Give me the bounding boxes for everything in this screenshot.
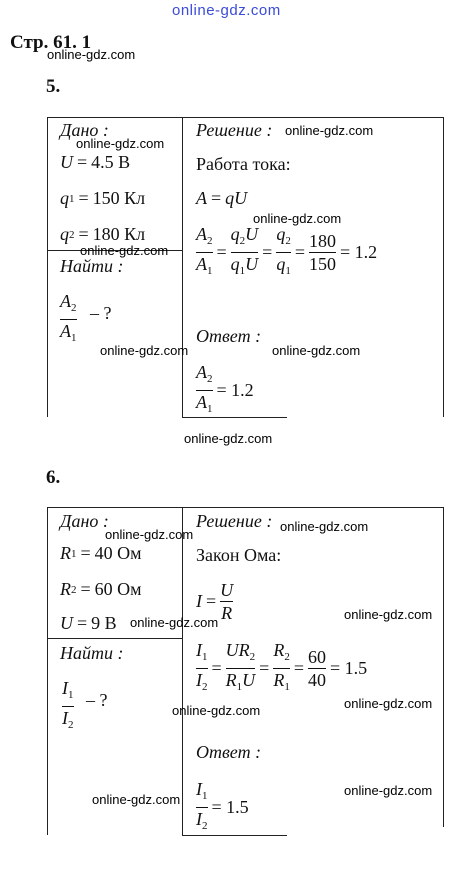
answer-value: $\frac{I_1}{I_2}$ = 1.5 (196, 779, 249, 832)
find-ratio: $I_1$ $I_2$ (62, 678, 74, 731)
watermark: online-gdz.com (47, 47, 136, 62)
find-label: Найти : (60, 256, 124, 276)
watermark: online-gdz.com (285, 123, 374, 138)
watermark: online-gdz.com (130, 615, 219, 630)
watermark: online-gdz.com (280, 519, 369, 534)
ratio-denominator: 40 (307, 670, 326, 690)
ratio-numerator: 180 (308, 231, 336, 251)
ratio-calculation: $\frac{A_2}{A_1}$ = $\frac{q_2U}{q_1U}$ = $\frac{q_2}{q_1}$ = $\frac{180}{150}$ = 1.2 (196, 224, 378, 277)
page-header: Стр. 61. 1 (10, 32, 92, 53)
table-border-top (47, 117, 443, 118)
given-label: Дано : (60, 120, 109, 140)
watermark: online-gdz.com (100, 343, 189, 358)
ohm-law-formula: I = $\frac{U}{R}$ (196, 580, 234, 623)
watermark: online-gdz.com (344, 696, 433, 711)
table-border-left (47, 507, 48, 835)
ratio-result: = 1.2 (339, 242, 378, 262)
answer-value: $\frac{A_2}{A_1}$ = 1.2 (196, 362, 254, 415)
watermark: online-gdz.com (76, 136, 165, 151)
watermark: online-gdz.com (344, 783, 433, 798)
watermark: online-gdz.com (344, 607, 433, 622)
ratio-result: = 1.5 (329, 658, 368, 678)
given-charge-1: q 1 = 150 Кл (60, 188, 146, 208)
solution-label: Решение : (196, 120, 273, 140)
given-resistance-1: R 1 = 40 Ом (60, 543, 142, 563)
table-divider-vertical (182, 117, 183, 417)
ratio-numerator: 60 (307, 647, 326, 667)
watermark: online-gdz.com (253, 211, 342, 226)
table-divider-horizontal (47, 638, 182, 639)
ratio-denominator: 150 (308, 254, 336, 274)
watermark: online-gdz.com (172, 703, 261, 718)
work-formula: A = qU (196, 188, 248, 208)
watermark: online-gdz.com (92, 792, 181, 807)
watermark-top: online-gdz.com (172, 2, 281, 19)
watermark: online-gdz.com (272, 343, 361, 358)
given-resistance-2: R 2 = 60 Ом (60, 579, 142, 599)
solution-text: Закон Ома: (196, 545, 282, 565)
find-ratio: $A_2$ $A_1$ (60, 291, 77, 344)
given-charge-2: q 2 = 180 Кл (60, 224, 146, 244)
table-border-top (47, 507, 443, 508)
watermark: online-gdz.com (184, 431, 273, 446)
given-label: Дано : (60, 511, 109, 531)
solution-label: Решение : (196, 511, 273, 531)
answer-label: Ответ : (196, 742, 262, 762)
watermark: online-gdz.com (105, 527, 194, 542)
problem-6-number: 6. (46, 467, 61, 488)
problem-5-number: 5. (46, 76, 61, 97)
table-border-right (443, 507, 444, 827)
given-voltage: U = 9 В (60, 613, 117, 633)
find-label: Найти : (60, 643, 124, 663)
find-suffix: – ? (86, 690, 108, 710)
ratio-calculation: $\frac{I_1}{I_2}$ = $\frac{UR_2}{R_1U}$ = $\frac{R_2}{R_1}$ = $\frac{60}{40}$ = 1.5 (196, 640, 368, 693)
find-suffix: – ? (90, 303, 112, 323)
watermark: online-gdz.com (80, 243, 169, 258)
table-border-left (47, 117, 48, 417)
table-divider-vertical (182, 507, 183, 835)
given-voltage: U = 4.5 В (60, 152, 131, 172)
solution-text: Работа тока: (196, 154, 291, 174)
table-border-right (443, 117, 444, 417)
answer-label: Ответ : (196, 326, 262, 346)
